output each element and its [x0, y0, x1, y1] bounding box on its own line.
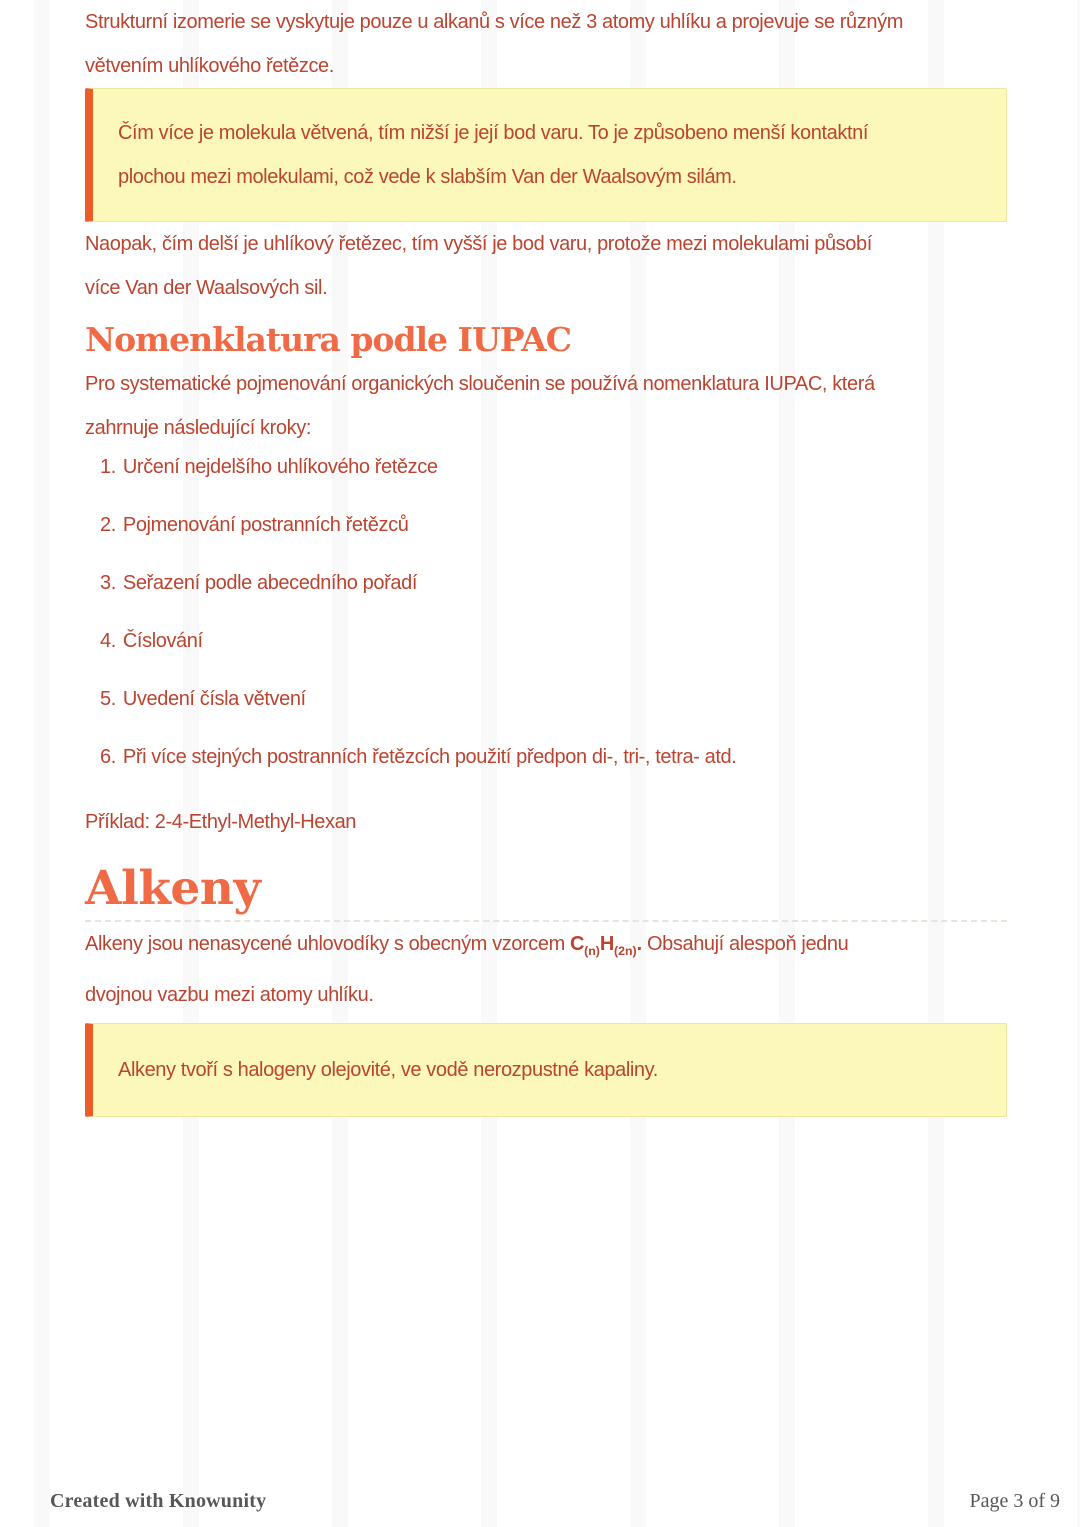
paragraph-line: Naopak, čím delší je uhlíkový řetězec, tím vyšší je bod varu, protože mezi molekulami působí [85, 233, 872, 255]
list-item-text: Uvedení čísla větvení [122, 688, 306, 710]
list-item [100, 684, 1007, 714]
formula-general-alkene [570, 933, 642, 958]
heading-nomenklatura-iupac: Nomenklatura podle IUPAC [85, 320, 572, 359]
paragraph-line: Strukturní izomerie se vyskytuje pouze u alkanů s více než 3 atomy uhlíku a projevuje se různým [85, 11, 903, 33]
list-item-number: 5. [100, 688, 116, 710]
list-item-number: 2. [100, 514, 116, 536]
formula-subscript-2n: (2n) [613, 944, 637, 958]
list-item-text: Číslování [122, 630, 203, 652]
para-structural-isomerism [85, 0, 1007, 88]
list-item [100, 452, 1007, 482]
paragraph-line: zahrnuje následující kroky: [85, 417, 311, 439]
callout-alkeny-properties [85, 1023, 1007, 1117]
list-item-number: 6. [100, 746, 116, 768]
list-item-text: Při více stejných postranních řetězcích použití předpon di-, tri-, tetra- atd. [122, 746, 737, 768]
list-item-number: 3. [100, 572, 116, 594]
list-item [100, 742, 1007, 772]
paragraph-line: Pro systematické pojmenování organických sloučenin se používá nomenklatura IUPAC, která [85, 373, 875, 395]
para-example [85, 800, 1007, 844]
heading-alkeny: Alkeny [85, 861, 261, 916]
list-item-number: 1. [100, 456, 116, 478]
paragraph-line: Čím více je molekula větvená, tím nižší je její bod varu. To je způsobeno menší kontaktní [118, 122, 868, 144]
footer-credit: Created with Knowunity [50, 1490, 267, 1512]
list-item-text: Seřazení podle abecedního pořadí [122, 572, 417, 594]
list-item-text: Pojmenování postranních řetězců [122, 514, 409, 536]
para-iupac-intro [85, 362, 1007, 450]
list-item-text: Určení nejdelšího uhlíkového řetězce [122, 456, 438, 478]
page-content [85, 0, 1007, 1117]
text-before-formula: Alkeny jsou nenasycené uhlovodíky s obecným vzorcem [85, 933, 571, 955]
list-item [100, 510, 1007, 540]
callout-boiling-point [85, 88, 1007, 222]
paragraph-line: plochou mezi molekulami, což vede k slabším Van der Waalsovým silám. [118, 166, 737, 188]
callout-text [118, 1048, 978, 1092]
paragraph-line: větvením uhlíkového řetězce. [85, 55, 334, 77]
paragraph-line: Alkeny tvoří s halogeny olejovité, ve vodě nerozpustné kapaliny. [118, 1059, 658, 1081]
para-chain-length [85, 222, 1007, 310]
list-item [100, 568, 1007, 598]
formula-period: . [636, 933, 642, 955]
formula-element-c: C [570, 933, 585, 955]
paragraph-line: Příklad: 2-4-Ethyl-Methyl-Hexan [85, 811, 357, 833]
callout-text [118, 111, 978, 199]
footer-page-number: Page 3 of 9 [969, 1490, 1060, 1512]
list-item-number: 4. [100, 630, 116, 652]
page-footer [0, 1490, 1080, 1513]
list-item [100, 626, 1007, 656]
text-after-formula: Obsahují alespoň jednu [641, 933, 849, 955]
formula-element-h: H [599, 933, 614, 955]
paragraph-line: více Van der Waalsových sil. [85, 277, 328, 299]
iupac-steps-list [85, 452, 1007, 772]
para-alkeny-intro [85, 922, 1007, 1017]
formula-subscript-n: (n) [584, 944, 600, 958]
paragraph-line [85, 922, 1007, 973]
paragraph-line: dvojnou vazbu mezi atomy uhlíku. [85, 984, 374, 1006]
